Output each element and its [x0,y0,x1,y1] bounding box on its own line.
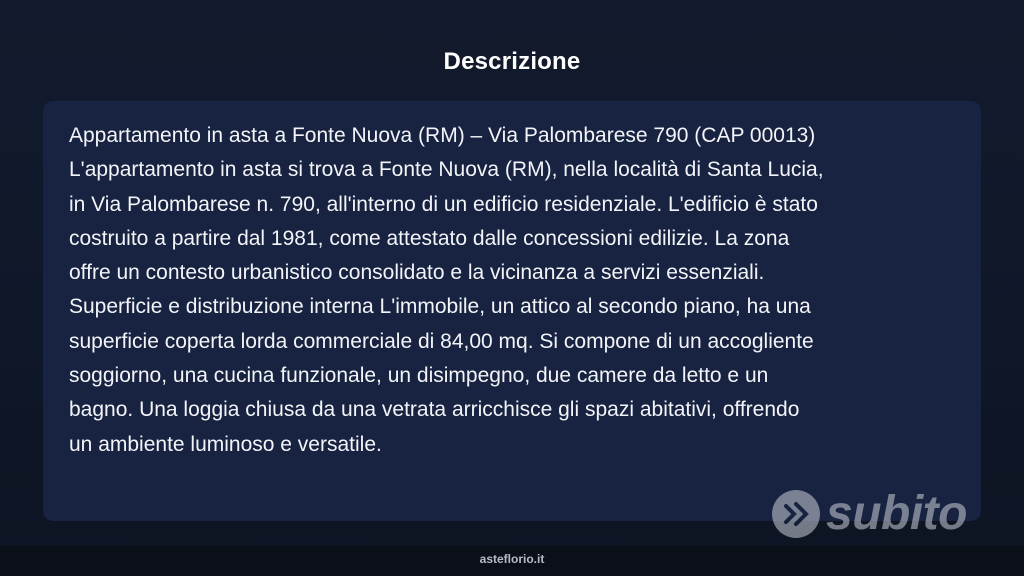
description-card [43,101,981,521]
description-line: soggiorno, una cucina funzionale, un disimpegno, due camere da letto e un [69,364,769,388]
description-line: superficie coperta lorda commerciale di 84,00 mq. Si compone di un accogliente [69,329,814,353]
description-line: costruito a partire dal 1981, come attestato dalle concessioni edilizie. La zona [69,226,790,250]
description-text [69,119,955,462]
description-line: offre un contesto urbanistico consolidato e la vicinanza a servizi essenziali. [69,261,765,285]
footer-site-label: asteflorio.it [479,552,545,566]
watermark-text: subito [826,487,967,540]
footer [0,546,1024,576]
description-line: bagno. Una loggia chiusa da una vetrata arricchisce gli spazi abitativi, offrendo [69,398,800,422]
subito-watermark [772,487,967,540]
description-line: Appartamento in asta a Fonte Nuova (RM) – Via Palombarese 790 (CAP 00013) [69,124,816,147]
description-line: L'appartamento in asta si trova a Fonte Nuova (RM), nella località di Santa Lucia, [69,158,824,182]
page-title: Descrizione [443,48,581,75]
description-line: in Via Palombarese n. 790, all'interno di un edificio residenziale. L'edificio è stato [69,192,818,216]
subito-logo-icon [772,490,820,538]
description-line: Superficie e distribuzione interna L'immobile, un attico al secondo piano, ha una [69,295,811,319]
description-line: un ambiente luminoso e versatile. [69,432,382,456]
